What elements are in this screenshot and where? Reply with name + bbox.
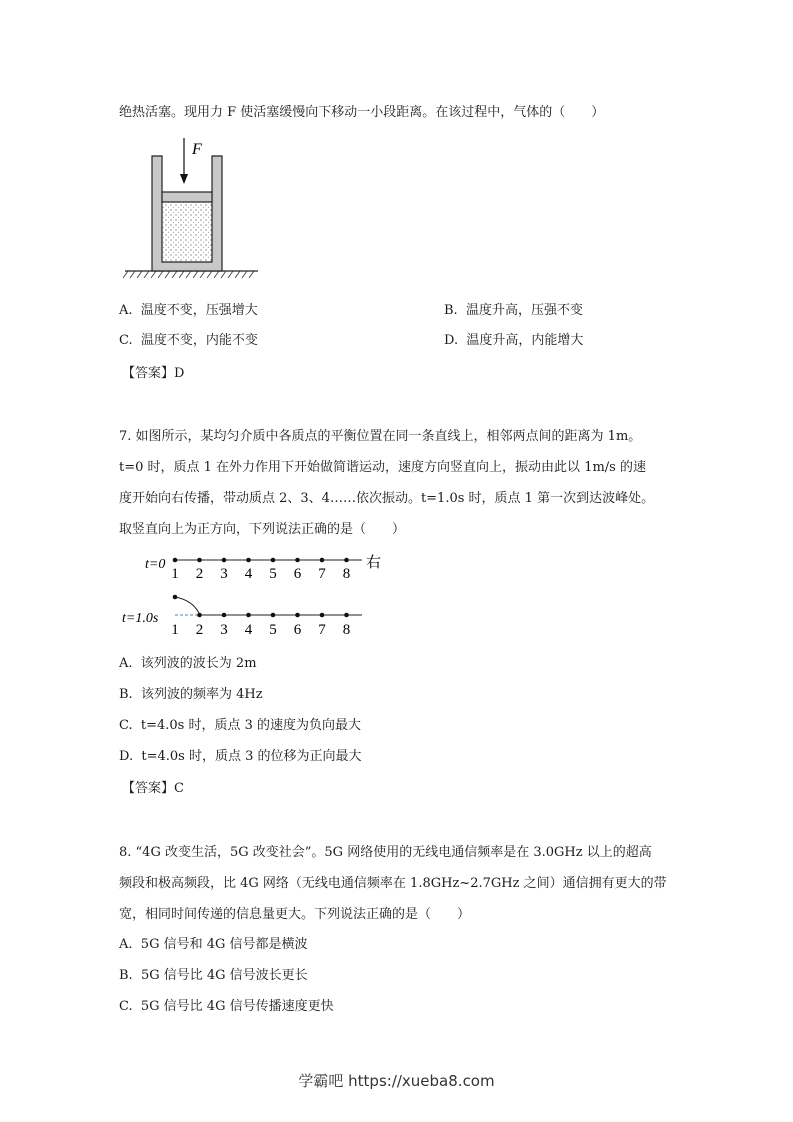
q8-stem-line-1: 8. “4G 改变生活，5G 改变社会”。5G 网络使用的无线电通信频率是在 3.0GHz 以上的超高 <box>119 845 652 860</box>
row1-point-label-7: 7 <box>318 566 326 582</box>
row1-point-label-5: 5 <box>269 566 277 582</box>
q7-option-b: B. 该列波的频率为 4Hz <box>119 687 263 702</box>
row1-point-7 <box>320 558 325 563</box>
row2-point-8 <box>344 613 349 618</box>
row1-point-8 <box>344 558 349 563</box>
row1-point-3 <box>222 558 227 563</box>
row2-point-7 <box>320 613 325 618</box>
q6-option-a: A. 温度不变，压强增大 <box>119 303 258 318</box>
piston <box>162 192 212 202</box>
row2-point-4 <box>246 613 251 618</box>
q7-option-c: C. t=4.0s 时，质点 3 的速度为负向最大 <box>119 718 362 733</box>
row2-point-label-1: 1 <box>171 622 179 638</box>
q8-stem-line-2: 频段和极高频段，比 4G 网络（无线电通信频率在 1.8GHz~2.7GHz 之间）通信拥有更大的带 <box>119 876 667 891</box>
row2-point-3 <box>222 613 227 618</box>
row2-point-2 <box>197 613 202 618</box>
q8-stem-line-3: 宽，相同时间传递的信息量更大。下列说法正确的是（ ） <box>119 907 471 922</box>
q6-stem: 绝热活塞。现用力 F 使活塞缓慢向下移动一小段距离。在该过程中，气体的（ ） <box>119 105 605 120</box>
q8-option-c: C. 5G 信号比 4G 信号传播速度更快 <box>119 999 334 1014</box>
row1-point-1 <box>173 558 178 563</box>
row2-point-label-4: 4 <box>244 622 253 638</box>
q6-option-c: C. 温度不变，内能不变 <box>119 333 258 348</box>
footer-watermark: 学霸吧 https://xueba8.com <box>298 1072 495 1090</box>
q8-option-b: B. 5G 信号比 4G 信号波长更长 <box>119 968 308 983</box>
piston-figure <box>120 134 270 284</box>
row1-time-label: t=0 <box>145 557 166 572</box>
q7-stem-line-3: 度开始向右传播，带动质点 2、3、4……依次振动。t=1.0s 时，质点 1 第一次到达波峰处。 <box>119 491 655 506</box>
row2-point-label-5: 5 <box>269 622 277 638</box>
row2-point-1-displaced <box>173 595 178 600</box>
q7-stem-line-4: 取竖直向上为正方向，下列说法正确的是（ ） <box>119 522 406 537</box>
q6-option-d: D. 温度升高，内能增大 <box>444 333 584 348</box>
row2-point-label-7: 7 <box>318 622 326 638</box>
row2-time-label: t=1.0s <box>122 611 159 626</box>
row1-point-5 <box>271 558 276 563</box>
row1-point-6 <box>295 558 300 563</box>
row1-point-label-2: 2 <box>195 566 204 582</box>
row1-point-4 <box>246 558 251 563</box>
row1-direction-label: 右 <box>366 555 382 571</box>
force-arrowhead <box>180 174 188 184</box>
row2-point-label-8: 8 <box>342 622 351 638</box>
ground-hatch <box>123 271 254 278</box>
q6-answer: 【答案】D <box>122 366 185 381</box>
wave-figure <box>118 548 398 643</box>
q7-answer: 【答案】C <box>122 781 184 796</box>
q7-stem-line-1: 7. 如图所示，某均匀介质中各质点的平衡位置在同一条直线上，相邻两点间的距离为 1m。 <box>119 429 642 444</box>
row2-point-label-2: 2 <box>195 622 204 638</box>
row1-point-label-1: 1 <box>171 566 179 582</box>
gas-region <box>162 202 212 262</box>
row1-point-label-4: 4 <box>244 566 253 582</box>
force-label: F <box>192 141 202 158</box>
row1-point-label-6: 6 <box>293 566 302 582</box>
row2-point-6 <box>295 613 300 618</box>
q7-option-d: D. t=4.0s 时，质点 3 的位移为正向最大 <box>119 749 362 764</box>
row1-point-2 <box>197 558 202 563</box>
row2-point-label-6: 6 <box>293 622 302 638</box>
row2-wave-curve <box>175 597 199 613</box>
q6-option-b: B. 温度升高，压强不变 <box>444 303 583 318</box>
q7-stem-line-2: t=0 时，质点 1 在外力作用下开始做简谐运动，速度方向竖直向上，振动由此以 1m/s 的速 <box>119 460 646 475</box>
row1-point-label-3: 3 <box>220 566 228 582</box>
row1-point-label-8: 8 <box>342 566 351 582</box>
row2-point-5 <box>271 613 276 618</box>
q8-option-a: A. 5G 信号和 4G 信号都是横波 <box>119 937 308 952</box>
q7-option-a: A. 该列波的波长为 2m <box>119 656 257 671</box>
row2-point-label-3: 3 <box>220 622 228 638</box>
